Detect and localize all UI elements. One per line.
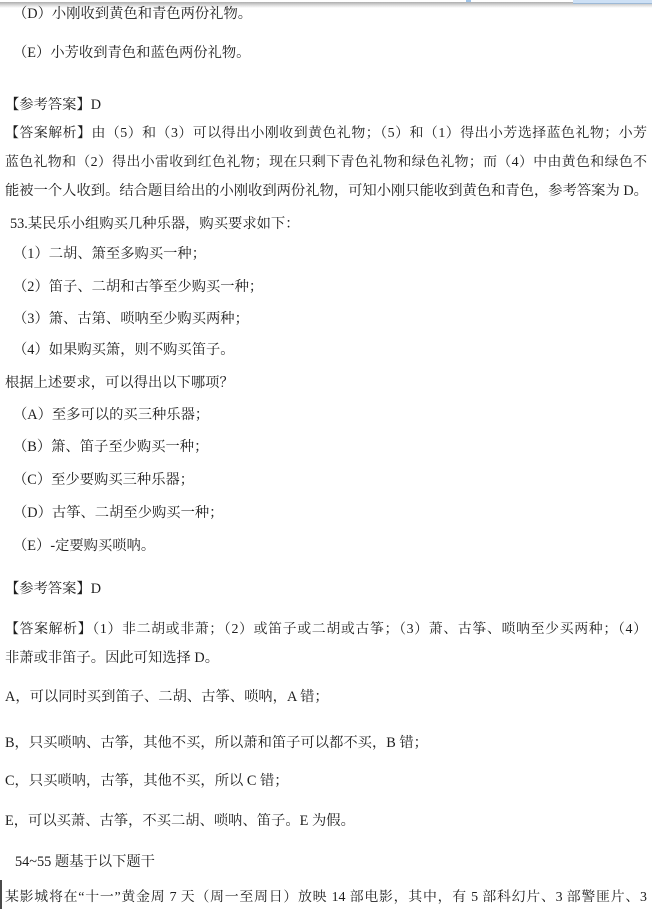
horizontal-scrollbar-fragment[interactable] xyxy=(573,0,652,4)
q52-option-D: （D）小刚收到黄色和青色两份礼物。 xyxy=(13,6,253,22)
q53-option-B: （B）箫、笛子至少购买一种； xyxy=(13,439,209,455)
q52-analysis-line-3: 能被一个人收到。结合题目给出的小刚收到两份礼物，可知小刚只能收到黄色和青色，参考答案为 D。 xyxy=(5,183,648,199)
q53-analysis-line-1: 【答案解析】（1）非二胡或非萧；（2）或笛子或二胡或古筝；（3）萧、古筝、唢呐至少买两种；（4） xyxy=(5,622,647,637)
q52-reference-answer: 【参考答案】D xyxy=(5,97,102,113)
q53-condition-4: （4）如果购买箫，则不购买笛子。 xyxy=(13,342,235,358)
q53-stem: 53.某民乐小组购买几种乐器，购买要求如下： xyxy=(10,216,300,232)
q54-55-header: 54~55 题基于以下题干 xyxy=(15,854,155,870)
q53-condition-1: （1）二胡、箫至多购买一种； xyxy=(13,246,207,262)
q52-analysis-line-1: 【答案解析】由（5）和（3）可以得出小刚收到黄色礼物；（5）和（1）得出小芳选择蓝色礼物；小芳 xyxy=(5,126,647,141)
q53-analysis-option-E: E，可以买萧、古筝，不买二胡、唢呐、笛子。E 为假。 xyxy=(5,813,355,829)
q53-condition-2: （2）笛子、二胡和古筝至少购买一种； xyxy=(13,279,264,295)
page-edge-mark xyxy=(0,880,2,909)
scrollbar-tick xyxy=(466,0,471,2)
q53-option-A: （A）至多可以的买三种乐器； xyxy=(13,407,210,423)
q53-analysis-option-B: B，只买唢呐、古筝，其他不买，所以萧和笛子可以都不买，B 错； xyxy=(5,735,428,751)
q52-option-E: （E）小芳收到青色和蓝色两份礼物。 xyxy=(13,45,251,61)
q52-analysis-line-2: 蓝色礼物和（2）得出小雷收到红色礼物；现在只剩下青色礼物和绿色礼物；而（4）中由黄色和绿色不 xyxy=(5,155,647,170)
q54-55-stem-line-1: 某影城将在“十一”黄金周 7 天（周一至周日）放映 14 部电影，其中，有 5 部科幻片、3 部警匪片、3 xyxy=(5,890,647,905)
q53-option-C: （C）至少要购买三种乐器； xyxy=(13,472,195,488)
q53-analysis-line-2: 非萧或非笛子。因此可知选择 D。 xyxy=(5,650,220,666)
q53-analysis-option-A: A，可以同时买到笛子、二胡、古筝、唢呐，A 错； xyxy=(5,689,329,705)
q53-analysis-option-C: C，只买唢呐，古筝，其他不买，所以 C 错； xyxy=(5,773,289,789)
q53-question: 根据上述要求，可以得出以下哪项？ xyxy=(5,375,234,391)
q53-condition-3: （3）箫、古第、唢呐至少购买两种； xyxy=(13,311,249,327)
q53-reference-answer: 【参考答案】D xyxy=(5,581,102,597)
q53-option-E: （E）-定要购买唢呐。 xyxy=(13,538,156,554)
q53-option-D: （D）古筝、二胡至少购买一种； xyxy=(13,505,224,521)
